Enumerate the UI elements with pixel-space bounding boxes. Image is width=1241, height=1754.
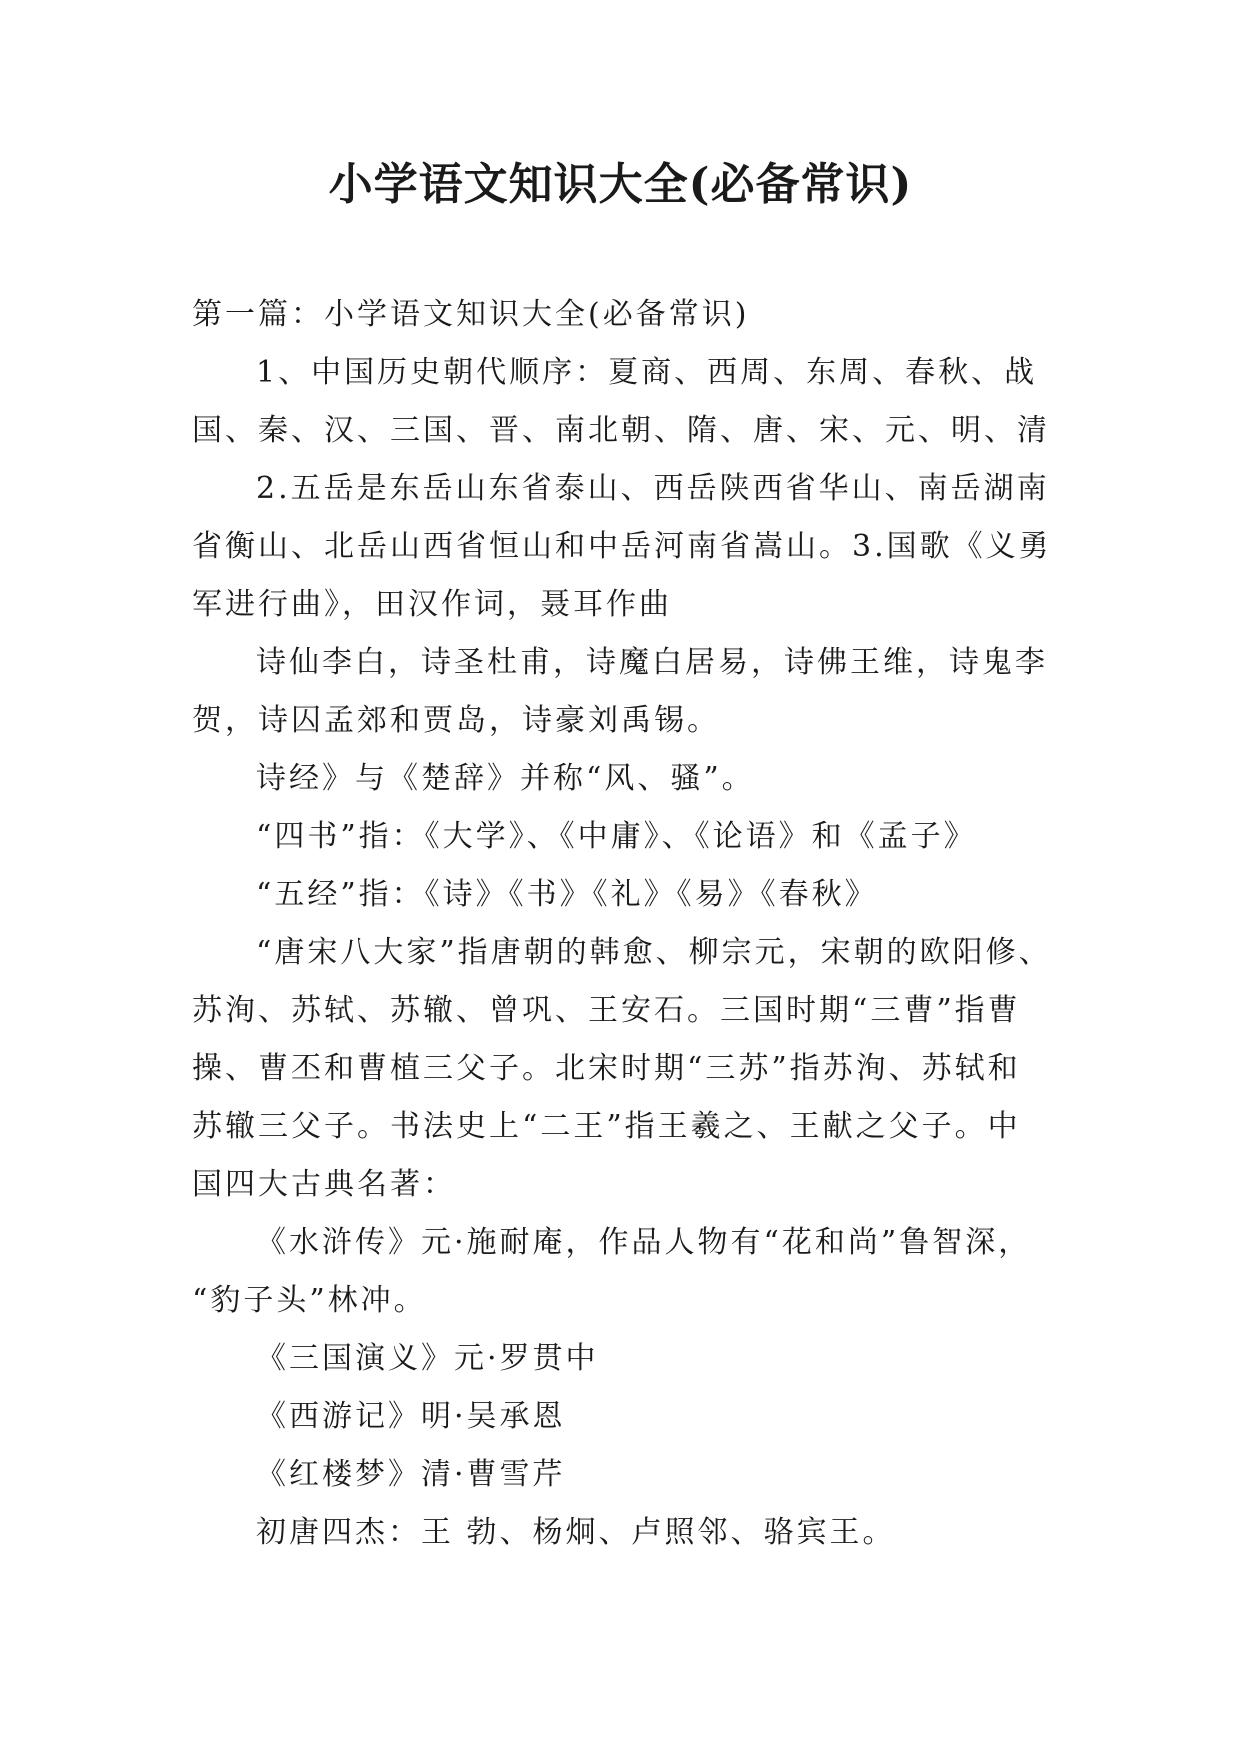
text-line: 1、中国历史朝代顺序：夏商、西周、东周、春秋、战 xyxy=(256,355,1038,390)
text-line: 2.五岳是东岳山东省泰山、西岳陕西省华山、南岳湖南 xyxy=(256,471,1050,506)
text-line: “唐宋八大家”指唐朝的韩愈、柳宗元，宋朝的欧阳修、 xyxy=(256,935,1052,970)
document-body xyxy=(192,286,1052,1562)
text-line: 诗经》与《楚辞》并称“风、骚”。 xyxy=(256,761,755,796)
section-heading: 第一篇：小学语文知识大全(必备常识) xyxy=(192,297,750,332)
text-line: 省衡山、北岳山西省恒山和中岳河南省嵩山。3.国歌《义勇 xyxy=(192,529,1052,564)
text-line: 诗仙李白，诗圣杜甫，诗魔白居易，诗佛王维，诗鬼李 xyxy=(256,645,1048,680)
text-line: 《水浒传》元·施耐庵，作品人物有“花和尚”鲁智深， xyxy=(256,1225,1032,1260)
text-line: 《西游记》明·吴承恩 xyxy=(256,1399,566,1434)
text-line: 《红楼梦》清·曹雪芹 xyxy=(256,1457,566,1492)
text-line: 操、曹丕和曹植三父子。北宋时期“三苏”指苏洵、苏轼和 xyxy=(192,1051,1021,1086)
text-line: 贺，诗囚孟郊和贾岛，诗豪刘禹锡。 xyxy=(192,703,720,738)
text-line: “四书”指：《大学》、《中庸》、《论语》和《孟子》 xyxy=(256,819,977,854)
text-line: 国、秦、汉、三国、晋、南北朝、隋、唐、宋、元、明、清 xyxy=(192,413,1050,448)
text-line: 《三国演义》元·罗贯中 xyxy=(256,1341,599,1376)
text-line: 国四大古典名著： xyxy=(192,1167,456,1202)
text-line: 初唐四杰：王 勃、杨炯、卢照邻、骆宾王。 xyxy=(256,1515,896,1550)
document-title: 小学语文知识大全(必备常识) xyxy=(328,159,913,210)
text-line: “豹子头”林冲。 xyxy=(192,1283,427,1318)
text-line: 苏辙三父子。书法史上“二王”指王羲之、王献之父子。中 xyxy=(192,1109,1021,1144)
text-line: 苏洵、苏轼、苏辙、曾巩、王安石。三国时期“三曹”指曹 xyxy=(192,993,1021,1028)
text-line: “五经”指：《诗》《书》《礼》《易》《春秋》 xyxy=(256,877,878,912)
text-line: 军进行曲》，田汉作词，聂耳作曲 xyxy=(192,587,672,622)
